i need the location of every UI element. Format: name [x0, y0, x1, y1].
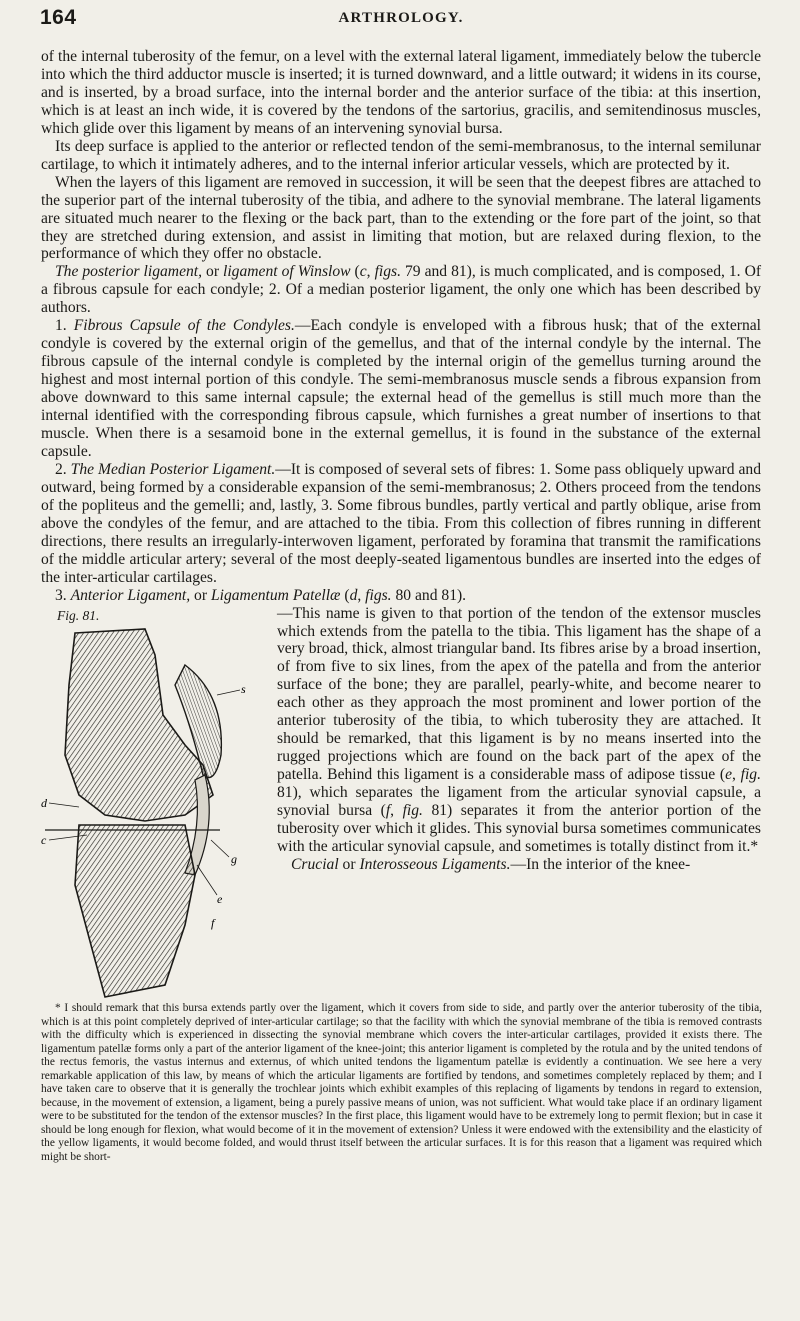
section-heading: Fibrous Capsule of the Condyles. — [73, 317, 295, 335]
tibia-shape — [75, 825, 195, 997]
figure-letter: f — [211, 915, 215, 930]
section-heading: The Median Posterior Ligament. — [70, 460, 276, 478]
figure-letter: c — [41, 832, 47, 847]
figure-letter: s — [241, 681, 246, 696]
paragraph-anterior-ligament: 3. Anterior Ligament, or Ligamentum Patellæ (d, figs. 80 and 81). — [55, 586, 467, 604]
footnote — [41, 1002, 762, 1164]
paragraph-median-ligament: 2. The Median Posterior Ligament.—It is composed of several sets of fibres: 1. Some pass obliquely upward and outward, being formed by a considerable expansion of the semi-membranosus; 2. Others proceed from the tendons of the popliteus and the gemelli; and, lastly, 3. Some fibrous bundles, partly vertical and partly oblique, arise from above the condyles of the femur, and are attached to the tibia. From this collection of fibres running in different directions, there results an irregularly-interwoven ligament, perforated by foramina that transmit the ramifications of the middle articular artery; several of the most deeply-seated ligamentous bundles are inserted into the edges of the inter-articular cartilages. — [41, 460, 762, 586]
figure-81 — [35, 605, 265, 1017]
figure-letter: d — [41, 795, 47, 810]
paragraph: Its deep surface is applied to the anterior or reflected tendon of the semi-membranosus, to the internal semilunar cartilage, to which it intimately adheres, and to the internal inferior articular vessels, which are protected by it. — [41, 137, 761, 173]
section-heading: ligament of Winslow — [223, 263, 351, 281]
running-head: ARTHROLOGY. — [338, 10, 464, 26]
paragraph-fibrous-capsule: 1. Fibrous Capsule of the Condyles.—Each condyle is enveloped with a fibrous husk; that of the external condyle is covered by the external origin of the gemellus, and that of the internal condyle by the internal. The fibrous capsule of the internal condyle is completed by the internal origin of the gemellus turning around the highest and most internal portion of this condyle. The semi-membranosus muscle sends a fibrous expansion from above downward to this same internal capsule; the external head of the gemellus is still much more than the internal identified with the corresponding fibrous capsule, which furnishes a great number of insertions to that muscle. When there is a sesamoid bone in the external gemellus, it is found in the substance of the external capsule. — [41, 317, 761, 460]
paragraph-crucial-ligaments: Crucial or Interosseous Ligaments.—In the interior of the knee- — [291, 855, 691, 873]
paragraph: When the layers of this ligament are removed in succession, it will be seen that the deepest fibres are attached to the superior part of the internal tuberosity of the tibia, and adhere to the synovial membrane. The lateral ligaments are situated much nearer to the flexing or the back part, than to the extending or the fore part of the joint, so that they are stretched during extension, and assist in limiting that motion, but are relaxed during flexion, to the performance of which they offer no obstacle. — [41, 173, 761, 263]
section-heading: The posterior ligament, — [55, 263, 203, 281]
page-number: 164 — [40, 6, 77, 29]
body-text — [41, 48, 761, 1017]
knee-joint-illustration — [35, 625, 265, 1015]
section-heading: Anterior Ligament, — [70, 586, 191, 604]
figure-letter: e — [217, 891, 223, 906]
footnote-text: * I should remark that this bursa extends partly over the ligament, which it covers from side to side, and partly over the anterior tuberosity of the tibia, which is at this point completely deprived of inter-articular cartilage; so that the facility with which the synovial membrane of the tibia is removed contrasts with the difficulty which is experienced in dissecting the synovial membrane which covers the inter-articular cartilages, provided it exists there. The ligamentum patellæ forms only a part of the anterior ligament of the knee-joint; this anterior ligament is completed by the rotula and by the united tendons of the rectus femoris, the vastus internus and externus, of which united tendons the ligamentum patellæ is evidently a continuation. We see here a very remarkable application of this law, by means of which the articular ligaments are fortified by tendons, and sometimes completely replaced by them; and I have taken care to observe that it is generally the trochlear joints which exhibit examples of this replacing of ligaments by tendons in regard to extension, because, in the movement of extension, a ligament, being a purely passive means of union, was not sufficient. What would take place if an ordinary ligament were to be substituted for the tendon of the extensor muscles? In the first place, this ligament would have to be extremely long to permit flexion; but in case it should be long enough for flexion, what would become of it in the movement of extension? Unless it were endowed with the extensibility and the elasticity of the yellow ligaments, it would become folded, and would thrust itself between the articular surfaces. It is for this reason that a ligament was required which might be short- — [41, 1002, 762, 1163]
figure-label: Fig. 81. — [57, 607, 100, 623]
figure-letter: g — [231, 851, 237, 866]
paragraph-anterior-ligament-text: —This name is given to that portion of the tendon of the extensor muscles which extends from the patella to the tibia. This ligament has the shape of a very broad, thick, almost triangular band. Its fibres arise by a broad insertion, of from five to six lines, from the apex of the patella and from the anterior surface of the bone; they are parallel, pearly-white, and become nearer to each other as they approach the most prominent and lower portion of the anterior tuberosity of the tibia, to which tuberosity they are attached. It should be remarked, that this ligament is by no means inserted into the rugged projections which are found on the back part of the apex of the patella. Behind this ligament is a considerable mass of adipose tissue (e, fig. 81), which separates the ligament from the articular synovial capsule, a synovial bursa (f, fig. 81) separates it from the anterior portion of the tuberosity over which it glides. This synovial bursa sometimes communicates with the articular synovial capsule, and sometimes is totally distinct from it.* — [277, 604, 762, 855]
paragraph-posterior-ligament: The posterior ligament, or ligament of Winslow (c, figs. 79 and 81), is much complicated, and is composed, 1. Of a fibrous capsule for each condyle; 2. Of a median posterior ligament, the only one which has been described by authors. — [41, 263, 762, 317]
page-header — [40, 6, 762, 36]
section-heading: Interosseous Ligaments. — [359, 855, 511, 873]
paragraph: of the internal tuberosity of the femur, on a level with the external lateral ligament, immediately below the tubercle into which the third adductor muscle is inserted; it is turned downward, and a little outward; it widens in its course, and is inserted, by a broad surface, into the internal border and the anterior surface of the tibia: at this insertion, which is at least an inch wide, it is covered by the tendons of the sartorius, gracilis, and semitendinosus muscles, which glide over this ligament by means of an intervening synovial bursa. — [41, 48, 761, 137]
section-heading: Ligamentum Patellæ — [210, 586, 341, 604]
section-heading: Crucial — [291, 855, 339, 873]
